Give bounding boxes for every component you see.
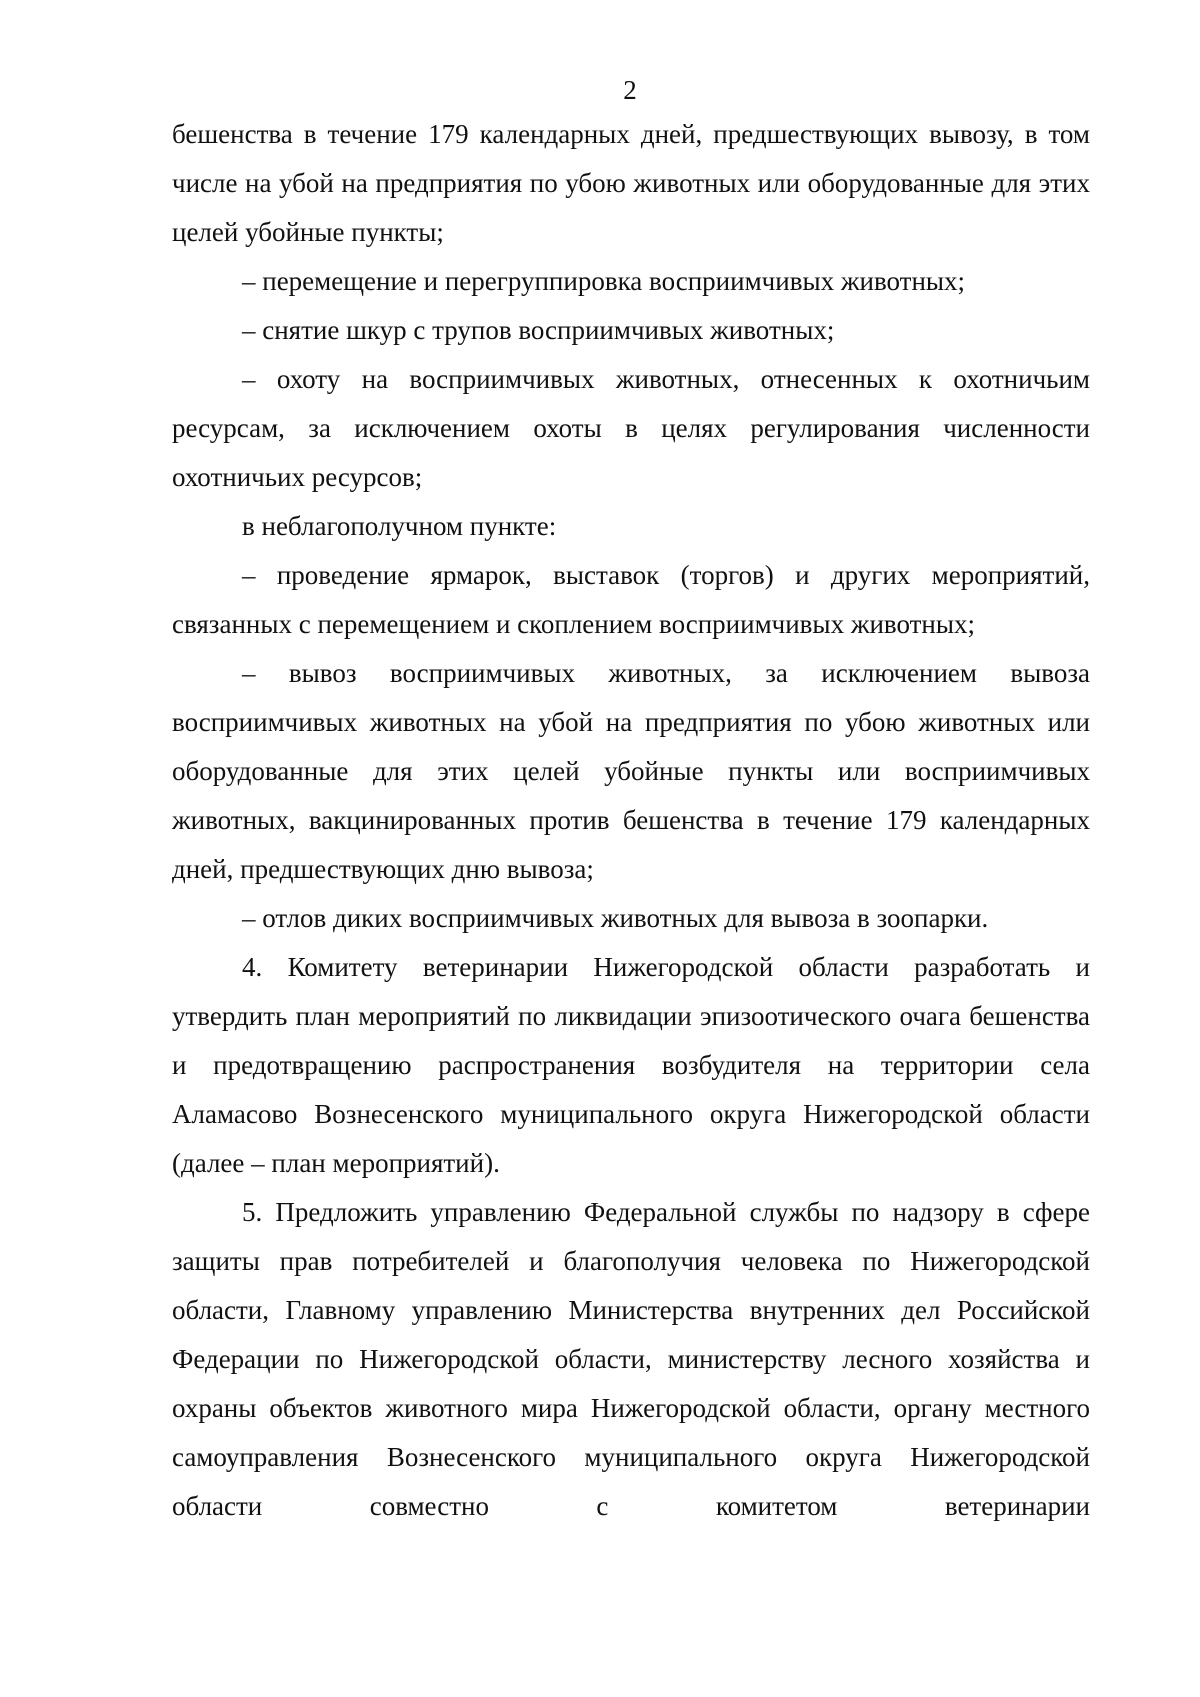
paragraph: 5. Предложить управлению Федеральной службы по надзору в сфере защиты прав потребителей и благополучия человека по Нижегородской области, Главному управлению Министерства внутренних дел Российской Федерации по Нижегородской области, министерству лесного хозяйства и охраны объектов животного мира Нижегородской области, органу местного самоуправления Вознесенского муниципального округа Нижегородской области совместно с комитетом ветеринарии bbox=[172, 1197, 1090, 1521]
page-number: 2 bbox=[623, 75, 637, 105]
paragraph: – снятие шкур с трупов восприимчивых животных; bbox=[242, 315, 835, 345]
paragraph: – отлов диких восприимчивых животных для вывоза в зоопарки. bbox=[242, 903, 989, 933]
paragraph: бешенства в течение 179 календарных дней, предшествующих вывозу, в том числе на убой на предприятия по убою животных или оборудованные для этих целей убойные пункты; bbox=[172, 119, 1090, 247]
paragraph: – вывоз восприимчивых животных, за исключением вывоза восприимчивых животных на убой на предприятия по убою животных или оборудованные для этих целей убойные пункты или восприимчивых животных, вакцинированных против бешенства в течение 179 календарных дней, предшествующих дню вывоза; bbox=[172, 658, 1090, 884]
paragraph: – охоту на восприимчивых животных, отнесенных к охотничьим ресурсам, за исключением охоты в целях регулирования численности охотничьих ресурсов; bbox=[172, 364, 1090, 492]
document-body bbox=[172, 110, 1090, 1531]
paragraph: 4. Комитету ветеринарии Нижегородской области разработать и утвердить план мероприятий по ликвидации эпизоотического очага бешенства и предотвращению распространения возбудителя на территории села Аламасово Вознесенского муниципального округа Нижегородской области (далее – план мероприятий). bbox=[172, 952, 1090, 1178]
paragraph: – перемещение и перегруппировка восприимчивых животных; bbox=[242, 266, 966, 296]
paragraph: в неблагополучном пункте: bbox=[242, 511, 557, 541]
paragraph: – проведение ярмарок, выставок (торгов) и других мероприятий, связанных с перемещением и скоплением восприимчивых животных; bbox=[172, 560, 1090, 639]
